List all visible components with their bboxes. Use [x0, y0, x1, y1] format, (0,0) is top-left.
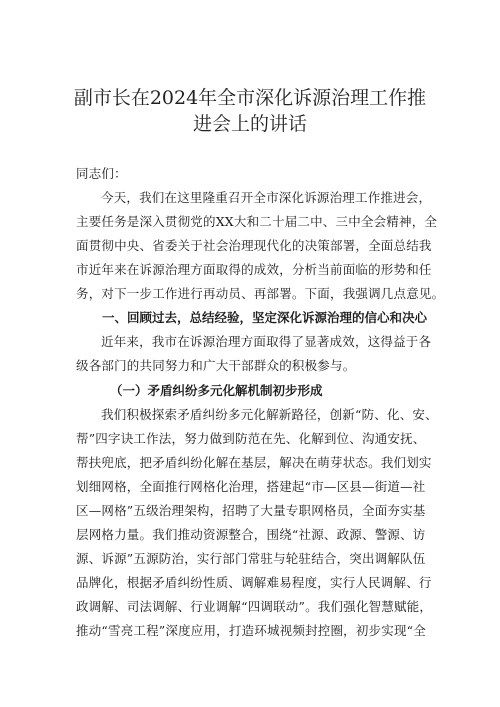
document-title-line-2: 进会上的讲话 [192, 113, 307, 135]
paragraph-line: 划细网格，全面推行网格化治理，搭建起“市—区县—街道—社 [76, 479, 426, 494]
paragraph-line: 区—网格”五级治理架构，招聘了大量专职网格员，全面夯实基 [76, 503, 426, 518]
paragraph-line: 源、诉源”五源防治，实行部门常驻与轮驻结合，突出调解队伍 [76, 551, 426, 566]
paragraph-line: 我们积极探索矛盾纠纷多元化解新路径，创新“防、化、安、 [101, 407, 438, 422]
section-heading: 一、回顾过去，总结经验，坚定深化诉源治理的信心和决心 [102, 310, 428, 325]
paragraph-line: 级各部门的共同努力和广大干部群众的积极参与。 [76, 358, 356, 373]
paragraph-line: 帮扶兜底，把矛盾纠纷化解在基层，解决在萌芽状态。我们划实 [76, 455, 432, 470]
paragraph-line: 今天，我们在这里隆重召开全市深化诉源治理工作推进会， [101, 190, 432, 205]
paragraph-line: 务，对下一步工作进行再动员、再部署。下面，我强调几点意见。 [76, 286, 445, 301]
paragraph-line: 帮”四字诀工作法，努力做到防范在先、化解到位、沟通安抚、 [76, 431, 426, 446]
subsection-heading: （一）矛盾纠纷多元化解机制初步形成 [110, 383, 323, 398]
salutation: 同志们： [76, 166, 127, 181]
paragraph-line: 近年来，我市在诉源治理方面取得了显著成效，这得益于各 [101, 334, 432, 349]
paragraph-line: 推动“雪亮工程”深度应用，打造环城视频封控圈，初步实现“全 [76, 623, 426, 638]
paragraph-line: 面贯彻中央、省委关于社会治理现代化的决策部署，全面总结我 [76, 238, 432, 253]
document-title-line-1: 副市长在2024年全市深化诉源治理工作推 [73, 87, 427, 109]
paragraph-line: 政调解、司法调解、行业调解“四调联动”。我们强化智慧赋能， [76, 599, 433, 614]
paragraph-line: 层网格力量。我们推动资源整合，围绕“社源、政源、警源、访 [76, 527, 426, 542]
paragraph-line: 品牌化，根据矛盾纠纷性质、调解难易程度，实行人民调解、行 [76, 575, 432, 590]
paragraph-line: 主要任务是深入贯彻党的XX大和二十届二中、三中全会精神，全 [76, 214, 438, 229]
paragraph-line: 市近年来在诉源治理方面取得的成效，分析当前面临的形势和任 [76, 262, 432, 277]
